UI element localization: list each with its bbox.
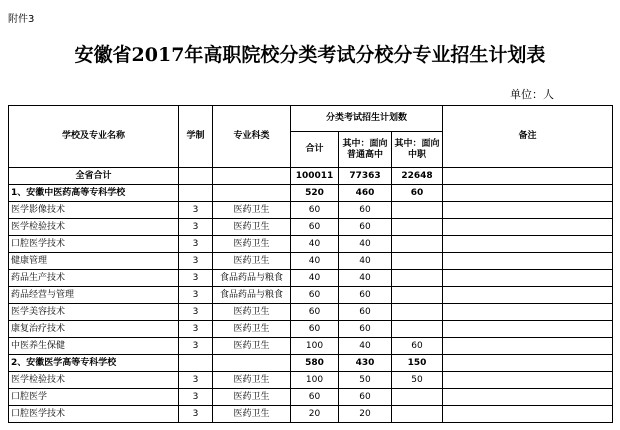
header-vocational: 其中：面向中职: [392, 132, 443, 168]
total-cell: 40: [291, 236, 339, 253]
grand-total-remarks: [443, 168, 613, 185]
general-cell: 40: [339, 270, 392, 287]
general-cell: 460: [339, 185, 392, 202]
total-cell: 60: [291, 202, 339, 219]
total-cell: 60: [291, 321, 339, 338]
years-cell: 3: [179, 202, 213, 219]
major-row: [9, 389, 613, 406]
vocational-cell: [392, 219, 443, 236]
remarks-cell: [443, 372, 613, 389]
document-title: 安徽省2017年高职院校分类考试分校分专业招生计划表: [74, 44, 546, 66]
remarks-cell: [443, 321, 613, 338]
major-row: [9, 406, 613, 423]
grand-total-category: [213, 168, 291, 185]
vocational-cell: [392, 304, 443, 321]
grand-total-label: 全省合计: [9, 168, 179, 185]
school-major-cell: 1、安徽中医药高等专科学校: [9, 185, 179, 202]
header-general-high-school: 其中：面向普通高中: [339, 132, 392, 168]
category-cell: 医药卫生: [213, 304, 291, 321]
remarks-cell: [443, 202, 613, 219]
grand-total-total: 100011: [291, 168, 339, 185]
general-cell: 40: [339, 253, 392, 270]
grand-total-vocational: 22648: [392, 168, 443, 185]
header-total: 合计: [291, 132, 339, 168]
school-major-cell: 2、安徽医学高等专科学校: [9, 355, 179, 372]
total-cell: 100: [291, 338, 339, 355]
school-major-cell: 健康管理: [9, 253, 179, 270]
remarks-cell: [443, 389, 613, 406]
major-row: [9, 321, 613, 338]
total-cell: 100: [291, 372, 339, 389]
vocational-cell: [392, 270, 443, 287]
category-cell: 医药卫生: [213, 389, 291, 406]
grand-total-years: [179, 168, 213, 185]
vocational-cell: 50: [392, 372, 443, 389]
school-row: [9, 185, 613, 202]
school-major-cell: 医学检验技术: [9, 372, 179, 389]
years-cell: 3: [179, 270, 213, 287]
header-years: 学制: [179, 106, 213, 168]
years-cell: 3: [179, 389, 213, 406]
remarks-cell: [443, 185, 613, 202]
header-plan-group: 分类考试招生计划数: [291, 106, 443, 132]
total-cell: 520: [291, 185, 339, 202]
total-cell: 60: [291, 389, 339, 406]
school-major-cell: 医学影像技术: [9, 202, 179, 219]
general-cell: 20: [339, 406, 392, 423]
major-row: [9, 287, 613, 304]
general-cell: 60: [339, 304, 392, 321]
category-cell: [213, 355, 291, 372]
years-cell: 3: [179, 304, 213, 321]
total-cell: 40: [291, 270, 339, 287]
major-row: [9, 219, 613, 236]
years-cell: [179, 185, 213, 202]
general-cell: 60: [339, 219, 392, 236]
total-cell: 60: [291, 287, 339, 304]
school-major-cell: 口腔医学技术: [9, 406, 179, 423]
total-cell: 580: [291, 355, 339, 372]
school-row: [9, 355, 613, 372]
vocational-cell: 60: [392, 338, 443, 355]
major-row: [9, 338, 613, 355]
remarks-cell: [443, 287, 613, 304]
general-cell: 50: [339, 372, 392, 389]
major-row: [9, 304, 613, 321]
school-major-cell: 康复治疗技术: [9, 321, 179, 338]
school-major-cell: 药品生产技术: [9, 270, 179, 287]
vocational-cell: 60: [392, 185, 443, 202]
remarks-cell: [443, 253, 613, 270]
remarks-cell: [443, 338, 613, 355]
vocational-cell: [392, 202, 443, 219]
vocational-cell: 150: [392, 355, 443, 372]
category-cell: 医药卫生: [213, 219, 291, 236]
remarks-cell: [443, 406, 613, 423]
general-cell: 60: [339, 389, 392, 406]
category-cell: 医药卫生: [213, 202, 291, 219]
total-cell: 60: [291, 304, 339, 321]
attachment-label: 附件3: [8, 14, 35, 25]
years-cell: 3: [179, 287, 213, 304]
unit-label: 单位：人: [510, 88, 554, 101]
category-cell: 食品药品与粮食: [213, 287, 291, 304]
school-major-cell: 口腔医学: [9, 389, 179, 406]
header-remarks: 备注: [443, 106, 613, 168]
general-cell: 60: [339, 321, 392, 338]
major-row: [9, 372, 613, 389]
years-cell: 3: [179, 321, 213, 338]
general-cell: 60: [339, 202, 392, 219]
general-cell: 430: [339, 355, 392, 372]
vocational-cell: [392, 236, 443, 253]
vocational-cell: [392, 321, 443, 338]
years-cell: 3: [179, 406, 213, 423]
remarks-cell: [443, 304, 613, 321]
vocational-cell: [392, 389, 443, 406]
years-cell: 3: [179, 219, 213, 236]
school-major-cell: 药品经营与管理: [9, 287, 179, 304]
vocational-cell: [392, 253, 443, 270]
grand-total-row: [9, 168, 613, 185]
school-major-cell: 医学检验技术: [9, 219, 179, 236]
category-cell: 医药卫生: [213, 236, 291, 253]
years-cell: 3: [179, 236, 213, 253]
category-cell: 医药卫生: [213, 253, 291, 270]
grand-total-general: 77363: [339, 168, 392, 185]
major-row: [9, 270, 613, 287]
remarks-cell: [443, 219, 613, 236]
major-row: [9, 253, 613, 270]
category-cell: [213, 185, 291, 202]
general-cell: 40: [339, 236, 392, 253]
category-cell: 医药卫生: [213, 321, 291, 338]
header-category: 专业科类: [213, 106, 291, 168]
general-cell: 60: [339, 287, 392, 304]
category-cell: 医药卫生: [213, 338, 291, 355]
school-major-cell: 中医养生保健: [9, 338, 179, 355]
category-cell: 医药卫生: [213, 372, 291, 389]
school-major-cell: 医学美容技术: [9, 304, 179, 321]
remarks-cell: [443, 236, 613, 253]
years-cell: 3: [179, 372, 213, 389]
school-major-cell: 口腔医学技术: [9, 236, 179, 253]
remarks-cell: [443, 270, 613, 287]
total-cell: 40: [291, 253, 339, 270]
major-row: [9, 202, 613, 219]
major-row: [9, 236, 613, 253]
remarks-cell: [443, 355, 613, 372]
total-cell: 60: [291, 219, 339, 236]
header-school-major: 学校及专业名称: [9, 106, 179, 168]
years-cell: 3: [179, 253, 213, 270]
category-cell: 食品药品与粮食: [213, 270, 291, 287]
general-cell: 40: [339, 338, 392, 355]
total-cell: 20: [291, 406, 339, 423]
years-cell: [179, 355, 213, 372]
enrollment-plan-table: [8, 105, 613, 423]
category-cell: 医药卫生: [213, 406, 291, 423]
years-cell: 3: [179, 338, 213, 355]
vocational-cell: [392, 287, 443, 304]
vocational-cell: [392, 406, 443, 423]
